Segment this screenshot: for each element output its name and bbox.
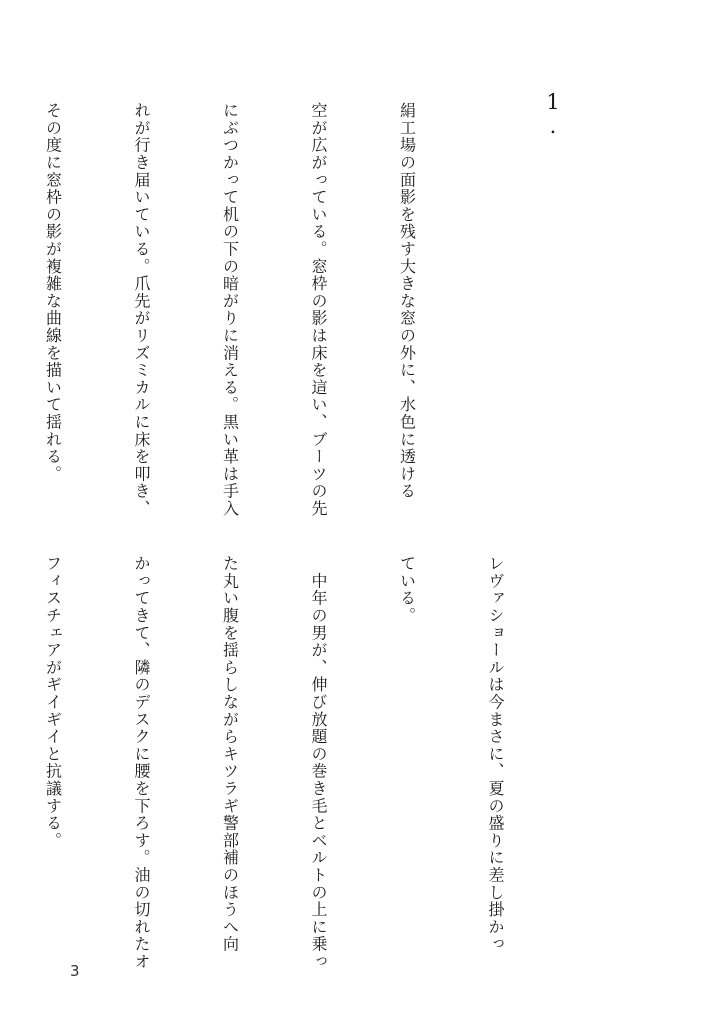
text-line: 中年の男が、伸び放題の巻き毛とベルトの上に乗っ bbox=[309, 555, 328, 971]
text-block-top bbox=[0, 102, 569, 518]
text-line: にぶつかって机の下の暗がりに消える。黒い革は手入 bbox=[220, 102, 240, 518]
text-block-bottom bbox=[0, 555, 569, 971]
text-line: レヴァショールは今まさに、夏の盛りに差し掛かっ bbox=[486, 555, 505, 953]
text-line: 空が広がっている。窓枠の影は床を這い、ブーツの先 bbox=[309, 102, 328, 518]
text-line: れが行き届いている。爪先がリズミカルに床を叩き、 bbox=[132, 102, 151, 518]
chapter-number: 1. bbox=[541, 90, 565, 138]
text-line: た丸い腹を揺らしながらキツラギ警部補のほうへ向 bbox=[220, 555, 240, 953]
text-line: ている。 bbox=[397, 555, 417, 625]
page-number: 3 bbox=[70, 962, 80, 980]
text-line: その度に窓枠の影が複雑な曲線を描いて揺れる。 bbox=[43, 102, 63, 483]
text-line: フィスチェアがギイギイと抗議する。 bbox=[43, 555, 63, 850]
text-line: 絹工場の面影を残す大きな窓の外に、水色に透ける bbox=[397, 102, 417, 500]
text-line: かってきて、隣のデスクに腰を下ろす。油の切れたオ bbox=[132, 555, 151, 971]
